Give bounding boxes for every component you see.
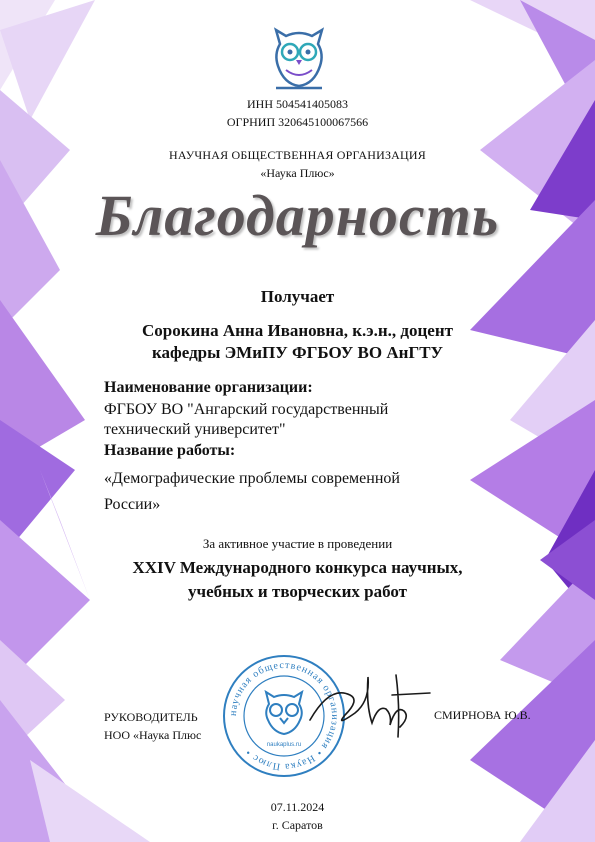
issue-date: 07.11.2024 — [270, 800, 325, 814]
work-value-line-1: «Демографические проблемы современной — [104, 470, 400, 487]
work-value-line-2: России» — [104, 496, 161, 513]
organization-name: НАУЧНАЯ ОБЩЕСТВЕННАЯ ОРГАНИЗАЦИЯ — [169, 148, 426, 162]
receives-label: Получает — [260, 287, 335, 306]
signatory-role — [104, 708, 201, 744]
work-value — [104, 466, 444, 518]
certificate-title: Благодарность — [95, 183, 500, 248]
work-label: Название работы: — [104, 442, 236, 459]
ogrnip-text: ОГРНИП 320645100067566 — [226, 115, 369, 129]
seal-site: naukaplus.ru — [266, 742, 302, 748]
owl-logo-icon — [268, 22, 330, 94]
signatory-role-line-2: НОО «Наука Плюс — [104, 728, 202, 742]
issue-city: г. Саратов — [272, 818, 323, 832]
inn-text: ИНН 504541405083 — [247, 97, 348, 111]
seal-owl-icon — [266, 692, 302, 734]
signatory-name: СМИРНОВА Ю.В. — [434, 708, 531, 722]
organization-brand: «Наука Плюс» — [260, 166, 335, 180]
organization-value-line-2: технический университет" — [104, 421, 286, 438]
signature-icon — [300, 665, 440, 745]
recipient-line-1: Сорокина Анна Ивановна, к.э.н., доцент — [141, 321, 453, 340]
seal-ring-text: научная общественная организация • Наука Плюс • — [227, 659, 341, 773]
signatory-role-line-1: РУКОВОДИТЕЛЬ — [104, 710, 198, 724]
recipient-line-2: кафедры ЭМиПУ ФГБОУ ВО АнГТУ — [151, 343, 444, 362]
organization-label: Наименование организации: — [104, 379, 313, 396]
recipient-name — [80, 320, 515, 364]
organization-value-line-1: ФГБОУ ВО "Ангарский государственный — [104, 401, 389, 418]
organization-value — [104, 400, 444, 440]
event-name — [70, 556, 525, 604]
participation-text: За активное участие в проведении — [202, 536, 393, 551]
event-line-1: XXIV Международного конкурса научных, — [132, 558, 463, 577]
event-line-2: учебных и творческих работ — [187, 582, 408, 601]
